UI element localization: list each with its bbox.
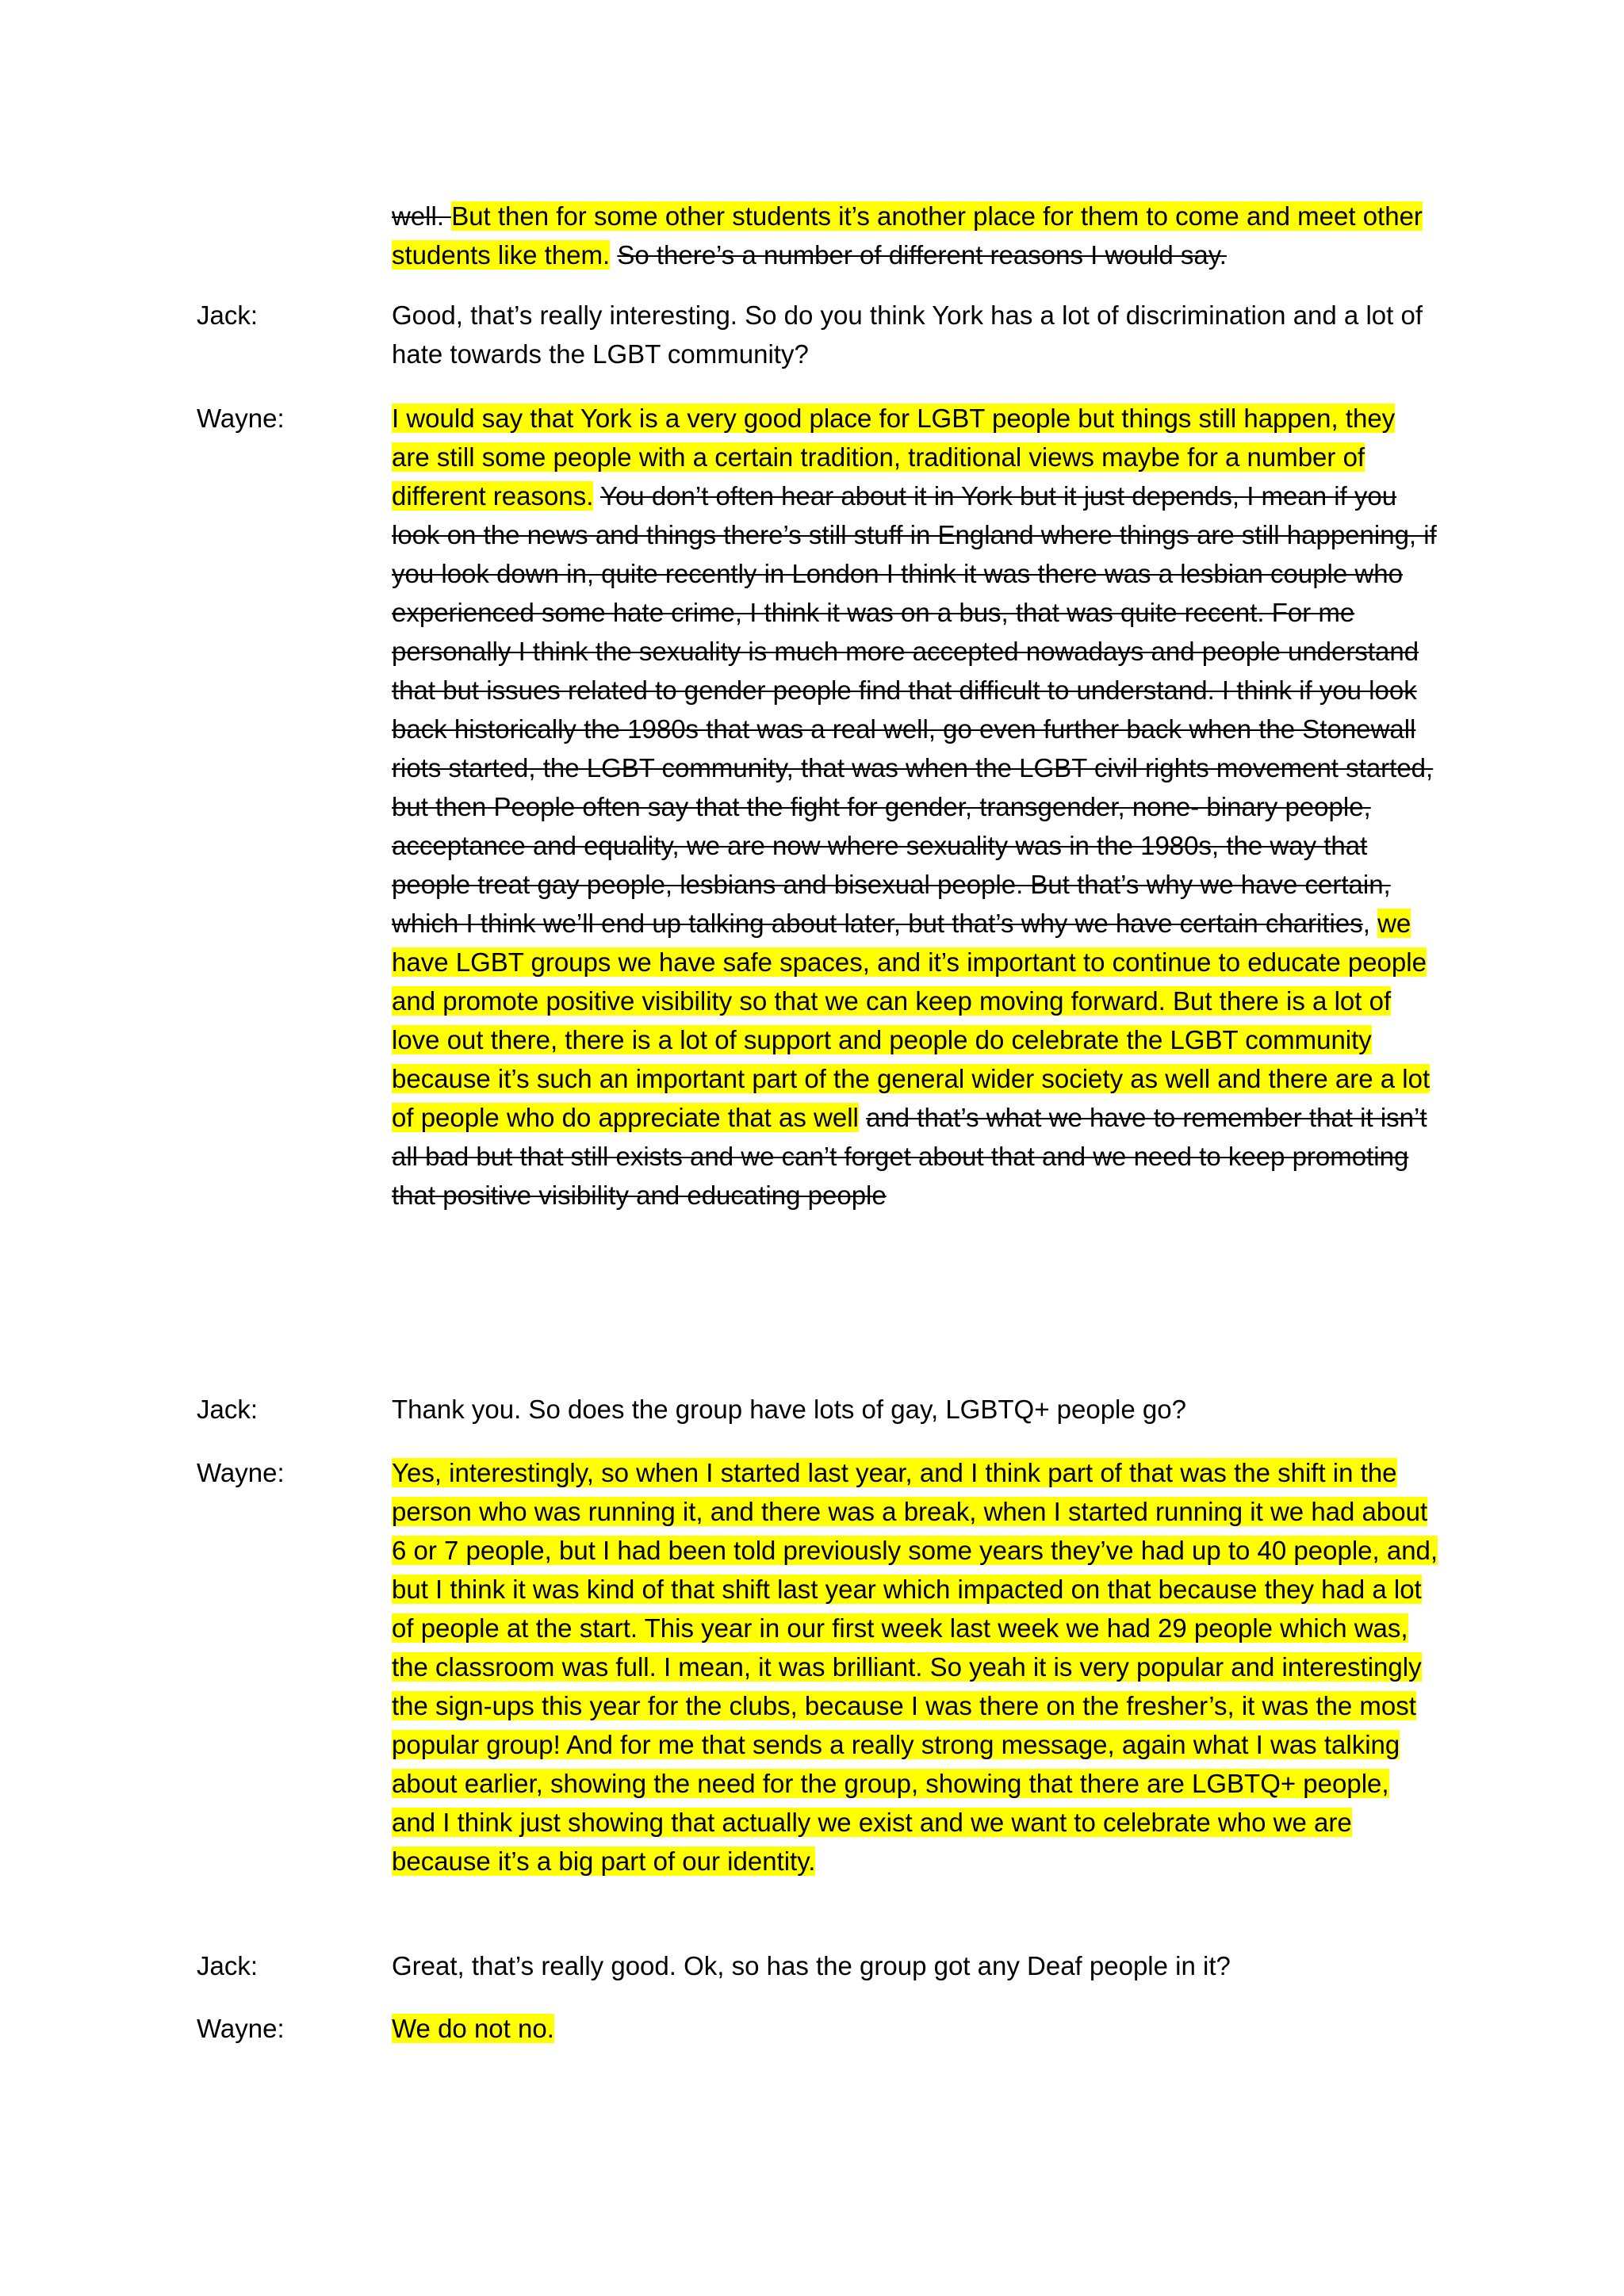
utterance-text (392, 2009, 1438, 2048)
speaker-label: Jack: (197, 300, 259, 330)
highlighted-text: We do not no. (392, 2014, 554, 2043)
highlighted-text: But then for some other students it’s another place for them to come and meet other students like them. (392, 201, 1423, 270)
plain-text: Thank you. So does the group have lots of gay, LGBTQ+ people go? (392, 1395, 1186, 1424)
utterance-text (392, 399, 1438, 1215)
plain-text (610, 240, 617, 270)
utterance-text (392, 296, 1438, 373)
struck-text: So there’s a number of different reasons I would say. (617, 240, 1227, 270)
utterance-text (392, 1946, 1438, 1985)
speaker-label: Jack: (197, 1395, 259, 1424)
plain-text: , (1362, 909, 1378, 938)
plain-text: Great, that’s really good. Ok, so has the group got any Deaf people in it? (392, 1951, 1231, 1980)
struck-text: well. (392, 201, 452, 231)
speaker-label: Wayne: (197, 1458, 285, 1487)
speaker-label: Wayne: (197, 404, 285, 433)
plain-text (593, 481, 600, 511)
highlighted-text: I would say that York is a very good place for LGBT people but things still happen, they are still some people with a certain tradition, traditional views maybe for a number of different reasons. (392, 404, 1396, 511)
speaker-label: Jack: (197, 1951, 259, 1980)
utterance-text (392, 1453, 1438, 1881)
plain-text (859, 1103, 866, 1132)
struck-text: and that’s what we have to remember that it isn’t all bad but that still exists and we can’t forget about that and we need to keep promoting that positive visibility and educating people (392, 1103, 1427, 1210)
highlighted-text: Yes, interestingly, so when I started last year, and I think part of that was the shift in the person who was running it, and there was a break, when I started running it we had about 6 or 7 people, but I had been told previously some years they’ve had up to 40 people, and, but I think it was kind of that shift last year which impacted on that because they had a lot of people at the start. This year in our first week last week we had 29 people which was, the classroom was full. I mean, it was brilliant. So yeah it is very popular and interestingly the sign-ups this year for the clubs, because I was there on the fresher’s, it was the most popular group! And for me that sends a really strong message, again what I was talking about earlier, showing the need for the group, showing that there are LGBTQ+ people, and I think just showing that actually we exist and we want to celebrate who we are because it’s a big part of our identity. (392, 1458, 1438, 1876)
struck-text: You don’t often hear about it in York but it just depends, I mean if you look on the news and things there’s still stuff in England where things are still happening, if you look down in, quite recently in London I think it was there was a lesbian couple who experienced some hate crime, I think it was on a bus, that was quite recent. For me personally I think the sexuality is much more accepted nowadays and people understand that but issues related to gender people find that difficult to understand. I think if you look back historically the 1980s that was a real well, go even further back when the Stonewall riots started, the LGBT community, that was when the LGBT civil rights movement started, but then People often say that the fight for gender, transgender, none- binary people, acceptance and equality, we are now where sexuality was in the 1980s, the way that people treat gay people, lesbians and bisexual people. But that’s why we have certain, which I think we’ll end up talking about later, but that’s why we have certain charities (392, 481, 1437, 938)
speaker-label: Wayne: (197, 2014, 285, 2043)
plain-text: Good, that’s really interesting. So do you think York has a lot of discrimination and a lot of hate towards the LGBT community? (392, 300, 1423, 369)
utterance-text (392, 197, 1438, 274)
highlighted-text: we have LGBT groups we have safe spaces, and it’s important to continue to educate people and promote positive visibility so that we can keep moving forward. But there is a lot of love out there, there is a lot of support and people do celebrate the LGBT community because it’s such an important part of the general wider society as well and there are a lot of people who do appreciate that as well (392, 909, 1431, 1132)
utterance-text (392, 1390, 1438, 1429)
